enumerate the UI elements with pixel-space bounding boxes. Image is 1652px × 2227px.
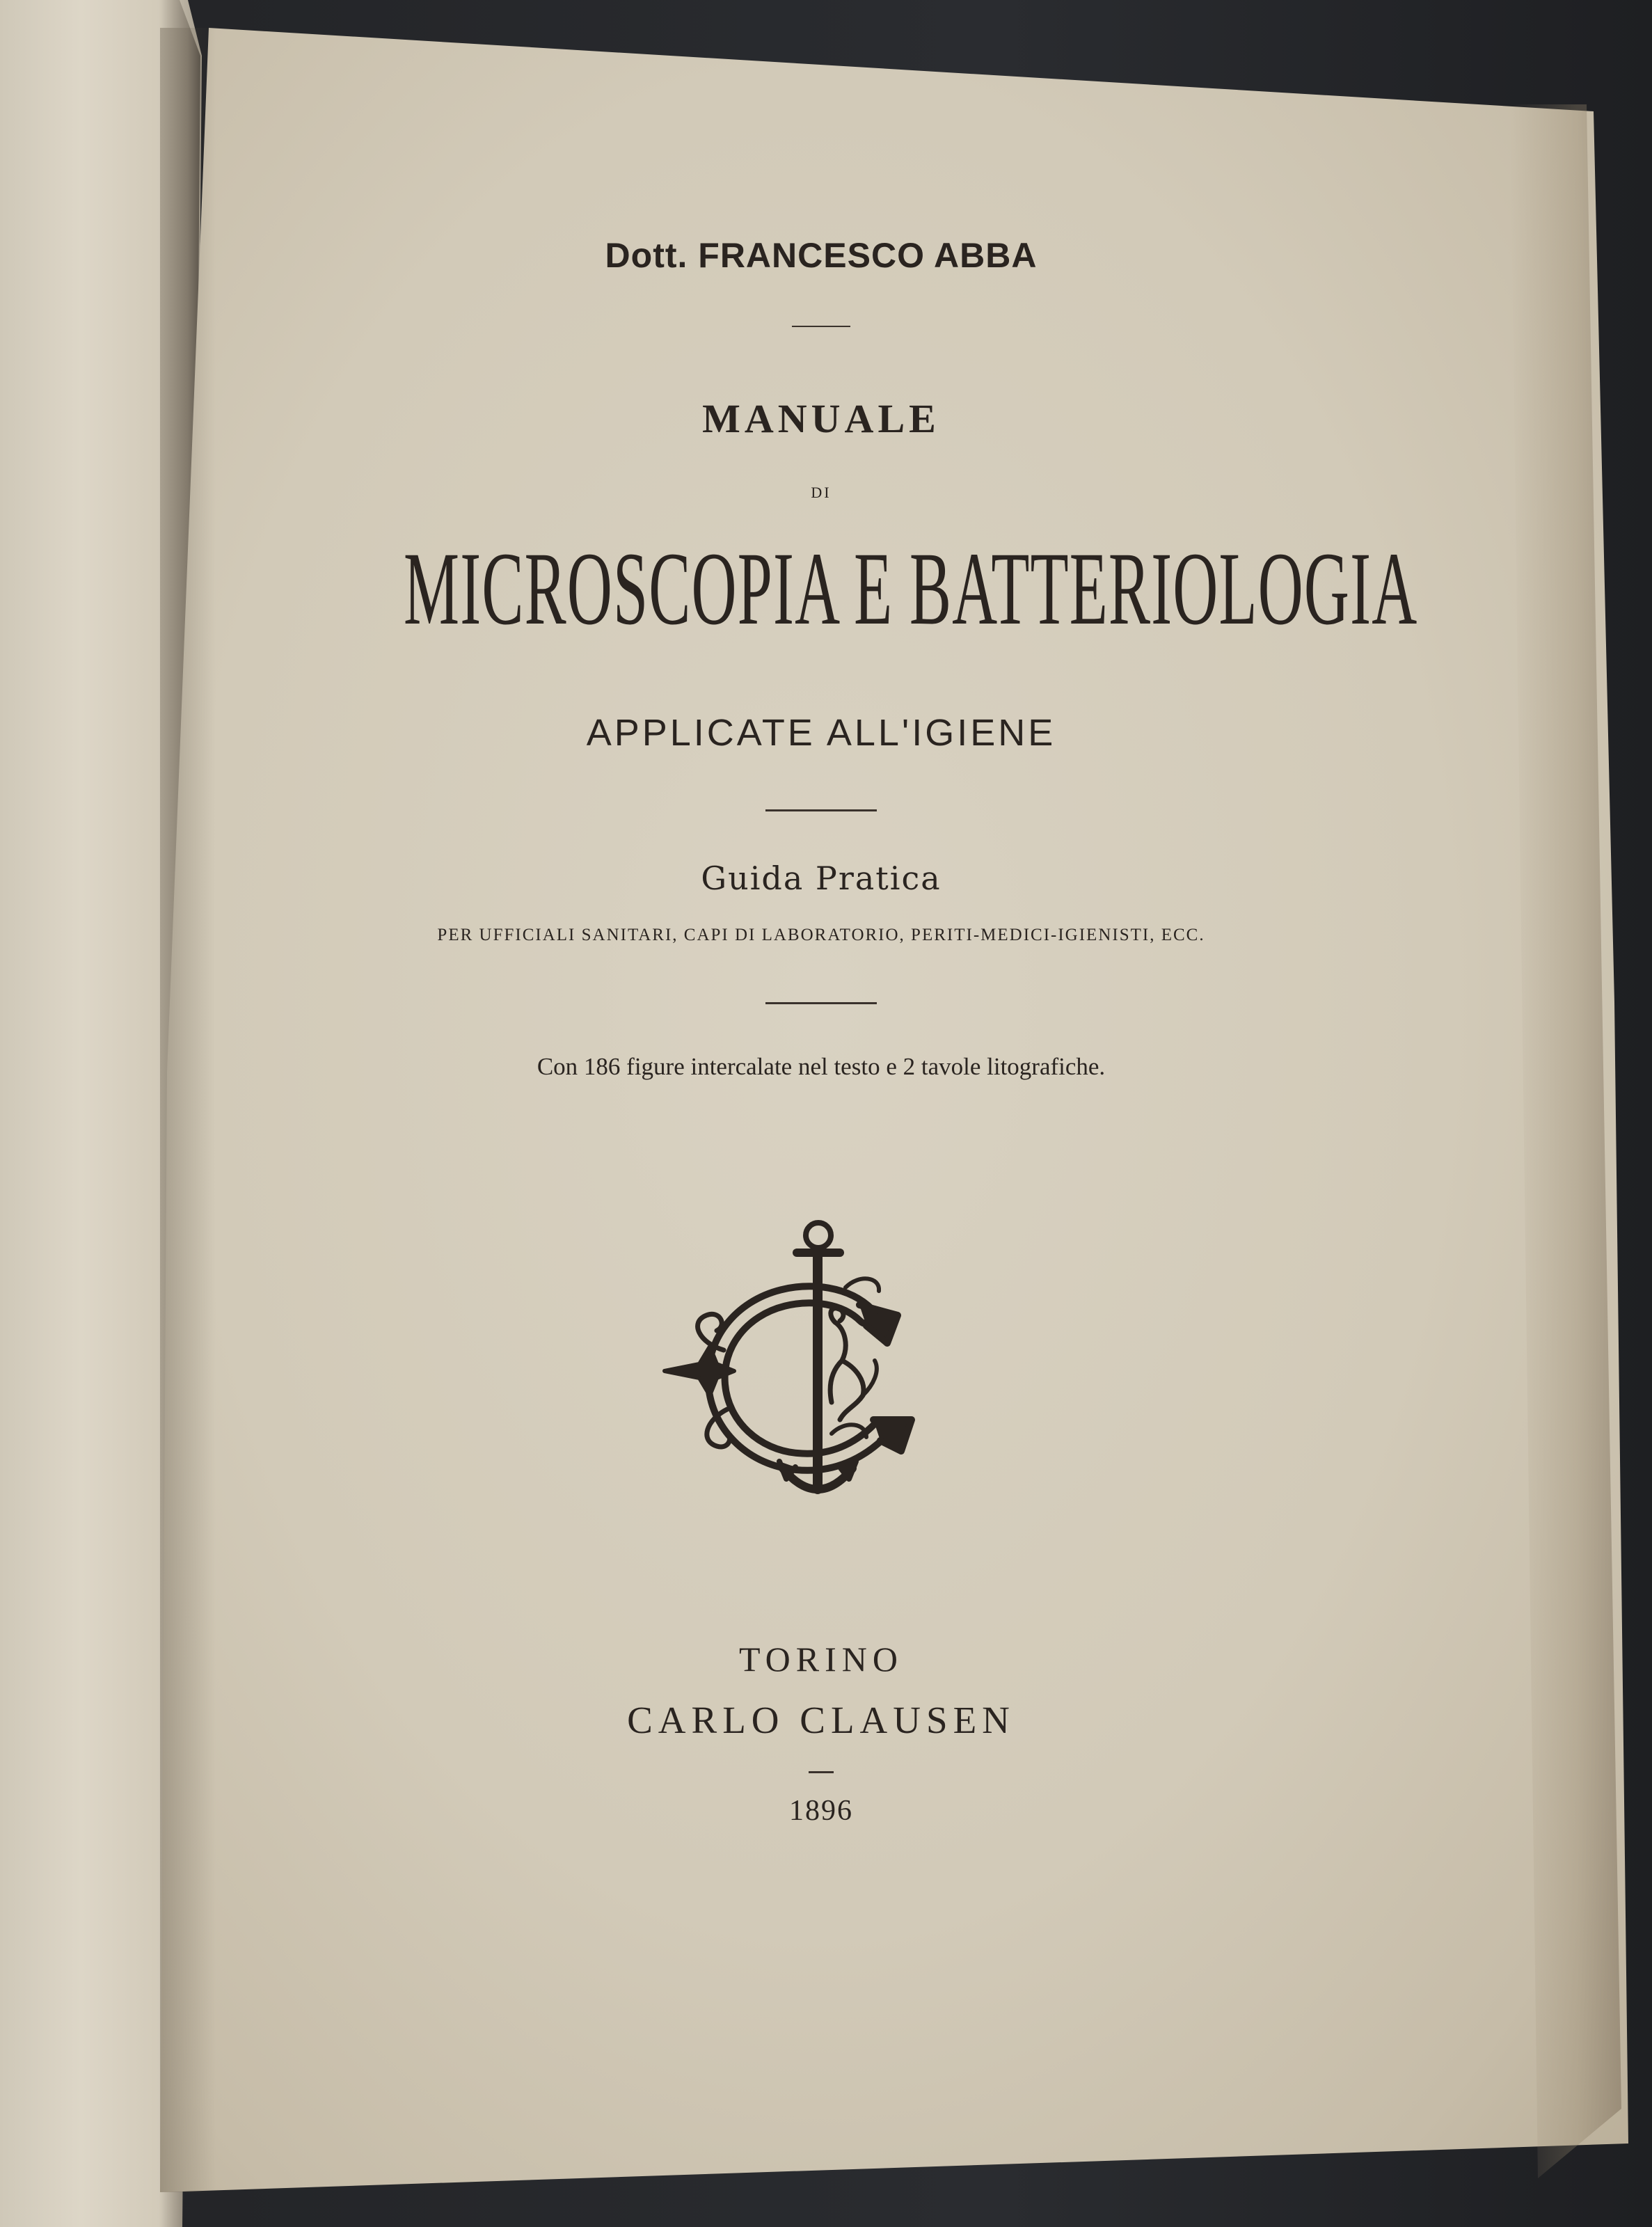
- audience-line: PER UFFICIALI SANITARI, CAPI DI LABORATORIO, PERITI-MEDICI-IGIENISTI, ECC.: [437, 926, 1205, 944]
- connector-di: DI: [811, 484, 832, 501]
- subtitle: APPLICATE ALL'IGIENE: [586, 712, 1056, 754]
- divider-rule: [765, 1002, 877, 1004]
- author-name: Dott. FRANCESCO ABBA: [605, 236, 1038, 275]
- divider-rule: [765, 809, 877, 811]
- publisher-monogram-icon: [658, 1211, 950, 1517]
- publication-year: 1896: [789, 1795, 853, 1827]
- publication-city: TORINO: [739, 1640, 903, 1679]
- publisher-name: CARLO CLAUSEN: [627, 1699, 1015, 1741]
- guide-title: Guida Pratica: [701, 859, 942, 897]
- divider-rule: [809, 1771, 834, 1773]
- main-title: MICROSCOPIA E BATTERIOLOGIA: [404, 531, 1418, 647]
- illustrations-note: Con 186 figure intercalate nel testo e 2 tavole litografiche.: [537, 1053, 1106, 1080]
- title-page-content: [299, 0, 1418, 2227]
- heading-manuale: MANUALE: [702, 396, 940, 441]
- divider-rule: [792, 326, 850, 327]
